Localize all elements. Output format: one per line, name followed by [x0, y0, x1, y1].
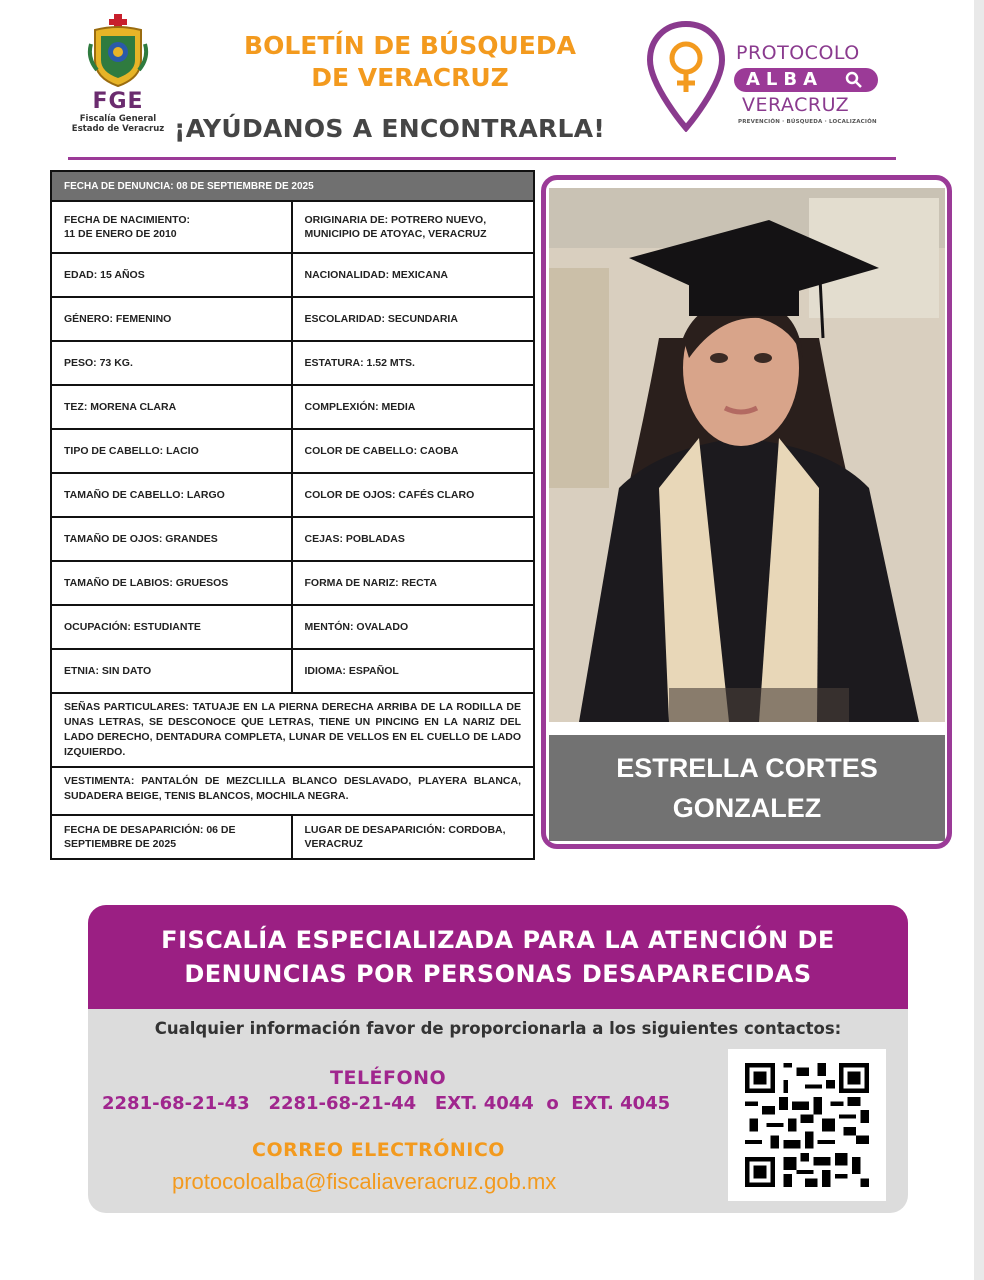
cell-edad: EDAD: 15 AÑOS: [52, 254, 293, 296]
female-location-pin-icon: [646, 20, 726, 132]
table-row: [52, 202, 533, 254]
fge-logo-sub-1: Fiscalía General: [79, 114, 157, 124]
cell-peso: PESO: 73 KG.: [52, 342, 293, 384]
cell-originaria: ORIGINARIA DE: POTRERO NUEVO, MUNICIPIO DE ATOYAC, VERACRUZ: [304, 214, 487, 240]
table-row: [52, 650, 533, 694]
cell-vestimenta: VESTIMENTA: PANTALÓN DE MEZCLILLA BLANCO DESLAVADO, PLAYERA BLANCA, SUDADERA BEIGE, TENIS BLANCOS, MOCHILA NEGRA.: [64, 775, 521, 802]
fiscalia-line-1: FISCALÍA ESPECIALIZADA PARA LA ATENCIÓN DE: [161, 926, 835, 954]
cell-color-cabello: COLOR DE CABELLO: CAOBA: [304, 445, 459, 457]
alba-logo-line-4: PREVENCIÓN · BÚSQUEDA · LOCALIZACIÓN: [738, 119, 877, 125]
table-row: [52, 474, 533, 518]
fge-logo-text: FGE: [92, 89, 144, 114]
cell-cejas: CEJAS: POBLADAS: [304, 533, 405, 545]
cell-escolaridad: ESCOLARIDAD: SECUNDARIA: [304, 313, 458, 325]
cell-ocupacion: OCUPACIÓN: ESTUDIANTE: [52, 606, 293, 648]
bulletin-title: [190, 30, 630, 94]
fge-logo-sub-2: Estado de Veracruz: [71, 124, 165, 134]
person-info-table: [50, 170, 535, 860]
alba-logo-line-2: ALBA: [746, 69, 824, 90]
table-row: [52, 606, 533, 650]
cell-nacionalidad: NACIONALIDAD: MEXICANA: [304, 269, 448, 281]
cell-tez: TEZ: MORENA CLARA: [52, 386, 293, 428]
table-row-vestimenta: [52, 768, 533, 816]
fiscalia-line-2: DENUNCIAS POR PERSONAS DESAPARECIDAS: [184, 960, 812, 988]
cell-fecha-nacimiento: FECHA DE NACIMIENTO: 11 DE ENERO DE 2010: [52, 202, 293, 252]
missing-person-card: [541, 175, 952, 849]
missing-person-name: [549, 735, 945, 841]
phone-label: TELÉFONO: [330, 1067, 447, 1089]
table-header-fecha-denuncia: FECHA DE DENUNCIA: 08 DE SEPTIEMBRE DE 2025: [52, 172, 533, 202]
page-edge-strip: [974, 0, 984, 1280]
header-divider: [68, 157, 896, 160]
table-row: [52, 342, 533, 386]
cell-tamano-labios: TAMAÑO DE LABIOS: GRUESOS: [52, 562, 293, 604]
cell-complexion: COMPLEXIÓN: MEDIA: [304, 401, 416, 413]
phone-numbers[interactable]: 2281-68-21-43 2281-68-21-44 EXT. 4044 o EXT. 4045: [102, 1093, 671, 1114]
contact-banner: [88, 905, 908, 1213]
table-row: [52, 430, 533, 474]
alba-logo-line-3: VERACRUZ: [742, 94, 850, 116]
table-row: [52, 518, 533, 562]
email-label: CORREO ELECTRÓNICO: [252, 1139, 505, 1161]
email-link[interactable]: protocoloalba@fiscaliaveracruz.gob.mx: [172, 1169, 557, 1194]
cell-lugar-desaparicion: LUGAR DE DESAPARICIÓN: CORDOBA, VERACRUZ: [304, 824, 506, 850]
missing-person-name-line-2: GONZALEZ: [672, 793, 822, 823]
table-row-senas: [52, 694, 533, 768]
cell-idioma: IDIOMA: ESPAÑOL: [304, 665, 399, 677]
protocolo-alba-logo: [646, 20, 886, 135]
cell-menton: MENTÓN: OVALADO: [304, 621, 409, 633]
cell-senas-particulares: SEÑAS PARTICULARES: TATUAJE EN LA PIERNA DERECHA ARRIBA DE LA RODILLA DE UNAS LETRAS, SE DESCONOCE QUE LETRAS, TIENE UN PINCING EN LA NARIZ DEL LADO DERECHO, DENTADURA COMPLETA, LUNAR DE VELLOS EN EL CUELLO DE LADO IZQUIERDO.: [64, 701, 521, 758]
missing-person-name-line-1: ESTRELLA CORTES: [616, 753, 878, 783]
bulletin-subtitle: ¡AYÚDANOS A ENCONTRARLA!: [174, 114, 606, 143]
fiscalia-banner: [88, 905, 908, 1009]
fge-logo: [66, 14, 170, 142]
alba-logo-line-1: PROTOCOLO: [736, 42, 860, 64]
table-row: [52, 816, 533, 858]
cell-etnia: ETNIA: SIN DATO: [52, 650, 293, 692]
cell-forma-nariz: FORMA DE NARIZ: RECTA: [304, 577, 437, 589]
search-icon: [844, 70, 866, 90]
cell-tamano-cabello: TAMAÑO DE CABELLO: LARGO: [52, 474, 293, 516]
veracruz-shield-icon: [87, 14, 149, 88]
cell-estatura: ESTATURA: 1.52 MTS.: [304, 357, 415, 369]
table-row: [52, 386, 533, 430]
cell-tamano-ojos: TAMAÑO DE OJOS: GRANDES: [52, 518, 293, 560]
qr-code-icon[interactable]: [728, 1049, 886, 1201]
table-row: [52, 562, 533, 606]
missing-person-photo: [549, 188, 945, 722]
bulletin-title-line-2: DE VERACRUZ: [311, 63, 509, 92]
cell-fecha-desaparicion: FECHA DE DESAPARICIÓN: 06 DE SEPTIEMBRE DE 2025: [52, 816, 293, 858]
cell-tipo-cabello: TIPO DE CABELLO: LACIO: [52, 430, 293, 472]
cell-genero: GÉNERO: FEMENINO: [52, 298, 293, 340]
bulletin-title-line-1: BOLETÍN DE BÚSQUEDA: [244, 31, 576, 60]
cell-color-ojos: COLOR DE OJOS: CAFÉS CLARO: [304, 489, 475, 501]
table-row: [52, 254, 533, 298]
table-row: [52, 298, 533, 342]
contact-intro: Cualquier información favor de proporcionarla a los siguientes contactos:: [154, 1019, 842, 1038]
